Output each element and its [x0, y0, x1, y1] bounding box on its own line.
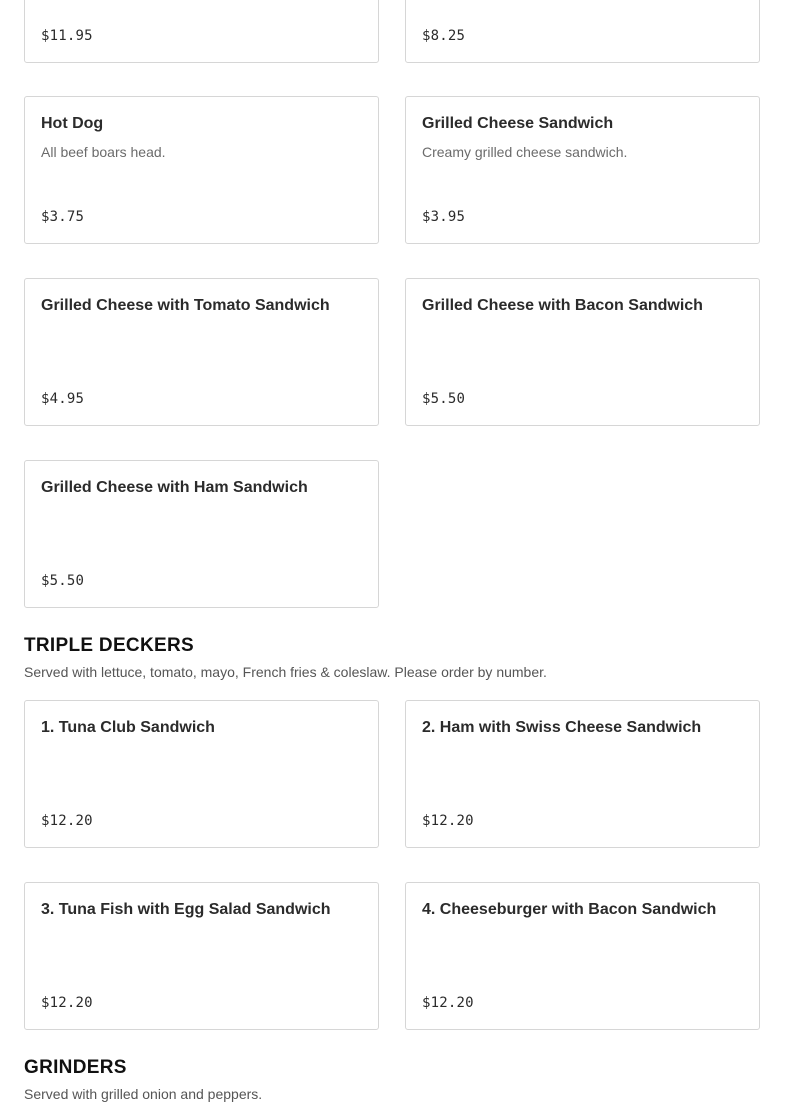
item-description: Creamy grilled cheese sandwich. — [422, 144, 628, 160]
menu-item-cheeseburger-bacon[interactable] — [405, 882, 760, 1030]
menu-item-hot-dog[interactable] — [24, 96, 379, 244]
item-name: 4. Cheeseburger with Bacon Sandwich — [422, 901, 717, 918]
item-price: $8.25 — [422, 28, 466, 44]
section-description: Served with lettuce, tomato, mayo, French fries & coleslaw. Please order by number. — [24, 664, 547, 680]
item-name: 1. Tuna Club Sandwich — [41, 719, 215, 736]
menu-item-grilled-cheese-tomato[interactable] — [24, 278, 379, 426]
item-name: 2. Ham with Swiss Cheese Sandwich — [422, 719, 702, 736]
item-name: Grilled Cheese with Bacon Sandwich — [422, 297, 703, 314]
item-name: Grilled Cheese Sandwich — [422, 115, 614, 132]
menu-item-ham-swiss[interactable] — [405, 700, 760, 848]
section-description: Served with grilled onion and peppers. — [24, 1086, 263, 1102]
item-price: $3.75 — [41, 209, 85, 225]
item-price: $3.95 — [422, 209, 466, 225]
item-price: $4.95 — [41, 391, 85, 407]
item-name: Hot Dog — [41, 115, 104, 132]
item-name: Grilled Cheese with Tomato Sandwich — [41, 297, 330, 314]
item-price: $12.20 — [41, 813, 93, 829]
item-price: $12.20 — [422, 813, 474, 829]
section-title-triple-deckers: TRIPLE DECKERS — [24, 635, 194, 656]
item-description: All beef boars head. — [41, 144, 166, 160]
item-price: $12.20 — [41, 995, 93, 1011]
item-price: $5.50 — [41, 573, 85, 589]
item-name: 3. Tuna Fish with Egg Salad Sandwich — [41, 901, 331, 918]
menu-item-card[interactable] — [405, 0, 760, 63]
menu-item-grilled-cheese-ham[interactable] — [24, 460, 379, 608]
menu-item-card[interactable] — [24, 0, 379, 63]
menu-item-tuna-egg-salad[interactable] — [24, 882, 379, 1030]
menu-item-tuna-club[interactable] — [24, 700, 379, 848]
section-title-grinders: GRINDERS — [24, 1057, 127, 1078]
item-price: $11.95 — [41, 28, 93, 44]
item-price: $12.20 — [422, 995, 474, 1011]
menu-item-grilled-cheese[interactable] — [405, 96, 760, 244]
item-name: Grilled Cheese with Ham Sandwich — [41, 479, 308, 496]
menu-item-grilled-cheese-bacon[interactable] — [405, 278, 760, 426]
item-price: $5.50 — [422, 391, 466, 407]
